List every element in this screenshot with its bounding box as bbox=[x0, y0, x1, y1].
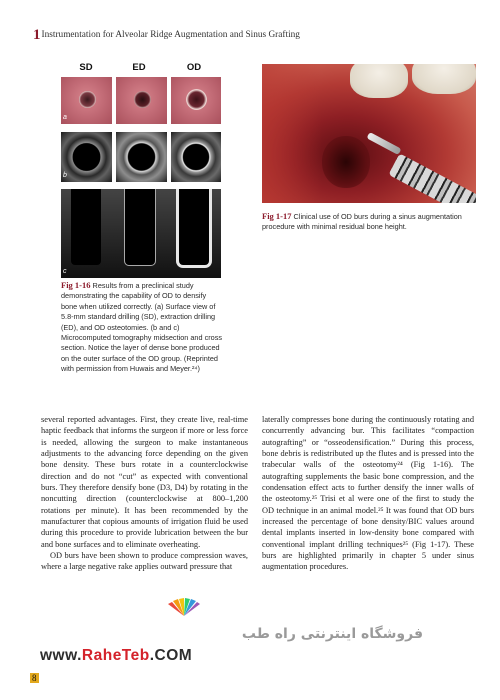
microct-midsection bbox=[61, 189, 221, 278]
body-column-right bbox=[262, 414, 474, 573]
panel-label-b: b bbox=[63, 172, 67, 179]
watermark-persian-text: فروشگاه اینترنتی راه طب bbox=[241, 626, 423, 642]
figure-number: Fig 1-16 bbox=[61, 280, 91, 290]
figure-number: Fig 1-17 bbox=[262, 211, 292, 221]
caption-text: Results from a preclinical study demonstrating the capability of OD to densify bone when utilized correctly. (a) Surface view of 5.8-mm standard drilling (SD), extraction drilling (ED), and OD osteotomies. (b and c) Microcomputed tomography midsection and cross section. Notice the layer of dense bone produced on the outer surface of the OD group. (Reprinted with permission from Huwais and Meyer.²⁴) bbox=[61, 281, 223, 374]
chapter-title: Instrumentation for Alveolar Ridge Augmentation and Sinus Grafting bbox=[41, 30, 300, 40]
panel-label-c: c bbox=[63, 268, 67, 275]
clinical-photo bbox=[262, 64, 476, 203]
photo-od-surface bbox=[171, 77, 221, 124]
running-header bbox=[33, 27, 473, 44]
body-column-left bbox=[41, 414, 248, 573]
watermark-url: www.RaheTeb.COM bbox=[40, 647, 193, 664]
microct-od-cross-section bbox=[171, 132, 221, 182]
paragraph: laterally compresses bone during the continuously rotating and concurrently advancing bur. This facilitates “compaction autografting” or “osseodensification.” During this process, bone debris is redistributed up the flutes and is pressed into the trabecular walls of the osteotomy²⁴ (Fig 1-16). The autografting supplements the basic bone compression, and the condensation effect acts to further densify the inner walls of the osteotomy.²⁵ Trisi et al were one of the first to study the OD technique in an animal model.²⁵ It was found that OD burs increased the percentage of bone density/BIC values around dental implants inserted in low-density bone compared with conventional implant drilling techniques²⁵ (Fig 1-17). These burs are highlighted primarily in chapter 5 under sinus augmentation procedures. bbox=[262, 415, 474, 572]
column-header-od: OD bbox=[186, 62, 202, 73]
photo-ed-surface bbox=[116, 77, 167, 124]
chapter-number: 1 bbox=[33, 27, 41, 43]
column-header-sd: SD bbox=[79, 62, 93, 73]
panel-label-a: a bbox=[63, 114, 67, 121]
microct-ed-cross-section bbox=[116, 132, 167, 182]
paragraph: OD burs have been shown to produce compression waves, where a large negative rake applies outward pressure that bbox=[41, 551, 248, 572]
caption-text: Clinical use of OD burs during a sinus augmentation procedure with minimal residual bone height. bbox=[262, 212, 462, 232]
page-number: 8 bbox=[32, 673, 37, 683]
paragraph: several reported advantages. First, they create live, real-time haptic feedback that informs the surgeon if more or less force is needed, allowing the surgeon to make instantaneous adjustments to the advancing force depending on the given bone density. These burs rotate in a counterclockwise direction and do not “cut” as expected with conventional burs. They therefore densify bone (D3, D4) by rotating in the noncutting direction (counterclockwise at 800–1,200 rotations per minute). It has been recommended by the manufacturer that copious amounts of irrigation fluid be used during this procedure to provide lubrication between the bur and bone surfaces and to eliminate overheating. bbox=[41, 415, 248, 549]
column-header-ed: ED bbox=[132, 62, 146, 73]
photo-sd-surface bbox=[61, 77, 112, 124]
watermark-logo-icon bbox=[166, 598, 202, 616]
figure-1-16-caption bbox=[61, 280, 224, 375]
figure-1-17-caption bbox=[262, 211, 476, 233]
microct-sd-cross-section bbox=[61, 132, 112, 182]
